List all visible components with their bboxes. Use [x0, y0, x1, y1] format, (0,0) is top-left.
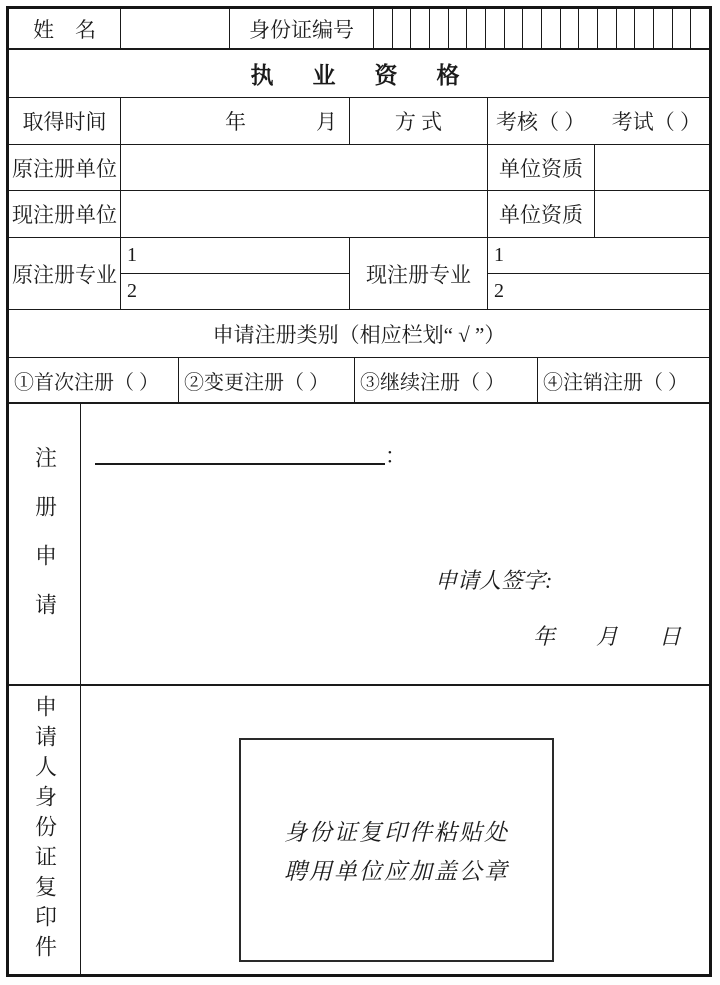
apply-side-label: 注册申请 [32, 446, 58, 642]
id-digit-cell [374, 9, 393, 48]
curr-major-1: 1 [488, 238, 709, 274]
id-digit-cell [430, 9, 449, 48]
id-digit-cell [449, 9, 468, 48]
row-majors [9, 238, 709, 310]
row-acquire-time [9, 98, 709, 145]
row-curr-unit [9, 191, 709, 238]
id-digit-cell [523, 9, 542, 48]
option-cancel-registration: ④注销注册（ ） [543, 371, 688, 394]
idcopy-side-label: 申请人身份证复印件 [32, 695, 58, 965]
paste-box-line2: 聘用单位应加盖公章 [284, 859, 509, 884]
id-digit-cell [691, 9, 709, 48]
id-digit-cell [393, 9, 412, 48]
id-digit-cell [561, 9, 580, 48]
row-section-title [9, 50, 709, 98]
section-title: 执 业 资 格 [250, 63, 468, 88]
acquire-date-cell [121, 98, 350, 144]
paste-box-line1: 身份证复印件粘贴处 [284, 820, 509, 845]
row-category-header [9, 310, 709, 358]
id-digit-cell [617, 9, 636, 48]
year-label: 年 [225, 110, 246, 134]
signature-date-row [533, 620, 681, 651]
row-idcopy-section [9, 686, 709, 974]
id-digit-cell [467, 9, 486, 48]
row-name-id [9, 9, 709, 50]
orig-unit-value-cell [121, 145, 488, 190]
assess-option: 考核（ ） [496, 110, 586, 134]
method-label: 方 式 [350, 98, 488, 144]
curr-unit-value-cell [121, 191, 488, 237]
registration-form-table [6, 6, 712, 977]
curr-unit-qual-value-cell [595, 191, 709, 237]
id-digit-cell [654, 9, 673, 48]
idcopy-content-cell [81, 686, 709, 974]
id-digit-cell [411, 9, 430, 48]
orig-unit-qual-value-cell [595, 145, 709, 190]
id-digit-cell [486, 9, 505, 48]
id-number-label: 身份证编号 [230, 9, 374, 48]
date-month-label: 月 [596, 624, 619, 649]
name-label: 姓 名 [9, 9, 121, 48]
curr-major-values [488, 238, 709, 309]
orig-unit-label: 原注册单位 [9, 145, 121, 190]
id-number-grid [374, 9, 709, 48]
id-digit-cell [505, 9, 524, 48]
category-header: 申请注册类别（相应栏划“ √ ”） [212, 322, 506, 347]
id-digit-cell [542, 9, 561, 48]
row-category-options [9, 358, 709, 404]
acquire-time-label: 取得时间 [9, 98, 121, 144]
apply-side-label-cell [9, 404, 81, 684]
curr-major-2: 2 [494, 279, 504, 302]
curr-unit-qual-label: 单位资质 [488, 191, 595, 237]
orig-major-values [121, 238, 350, 309]
id-digit-cell [579, 9, 598, 48]
id-digit-cell [598, 9, 617, 48]
orig-major-1: 1 [121, 238, 349, 274]
date-day-label: 日 [659, 624, 682, 649]
curr-unit-label: 现注册单位 [9, 191, 121, 237]
row-orig-unit [9, 145, 709, 191]
row-apply-section [9, 404, 709, 686]
option-first-registration: ①首次注册（ ） [9, 358, 179, 402]
apply-content-cell [81, 404, 709, 684]
exam-option: 考试（ ） [611, 110, 701, 134]
month-label: 月 [316, 110, 337, 134]
idcopy-paste-box [239, 738, 554, 962]
orig-major-2: 2 [127, 279, 137, 302]
idcopy-side-label-cell [9, 686, 81, 974]
curr-major-label: 现注册专业 [350, 238, 488, 309]
applicant-signature-label: 申请人签字: [435, 568, 553, 593]
orig-unit-qual-label: 单位资质 [488, 145, 595, 190]
id-digit-cell [635, 9, 654, 48]
addressee-fill-line [95, 463, 385, 465]
addressee-colon: ： [385, 444, 406, 468]
method-options-cell [488, 98, 709, 144]
option-change-registration: ②变更注册（ ） [179, 358, 355, 402]
name-value-cell [121, 9, 230, 48]
option-continue-registration: ③继续注册（ ） [355, 358, 538, 402]
orig-major-label: 原注册专业 [9, 238, 121, 309]
date-year-label: 年 [533, 624, 556, 649]
id-digit-cell [673, 9, 692, 48]
